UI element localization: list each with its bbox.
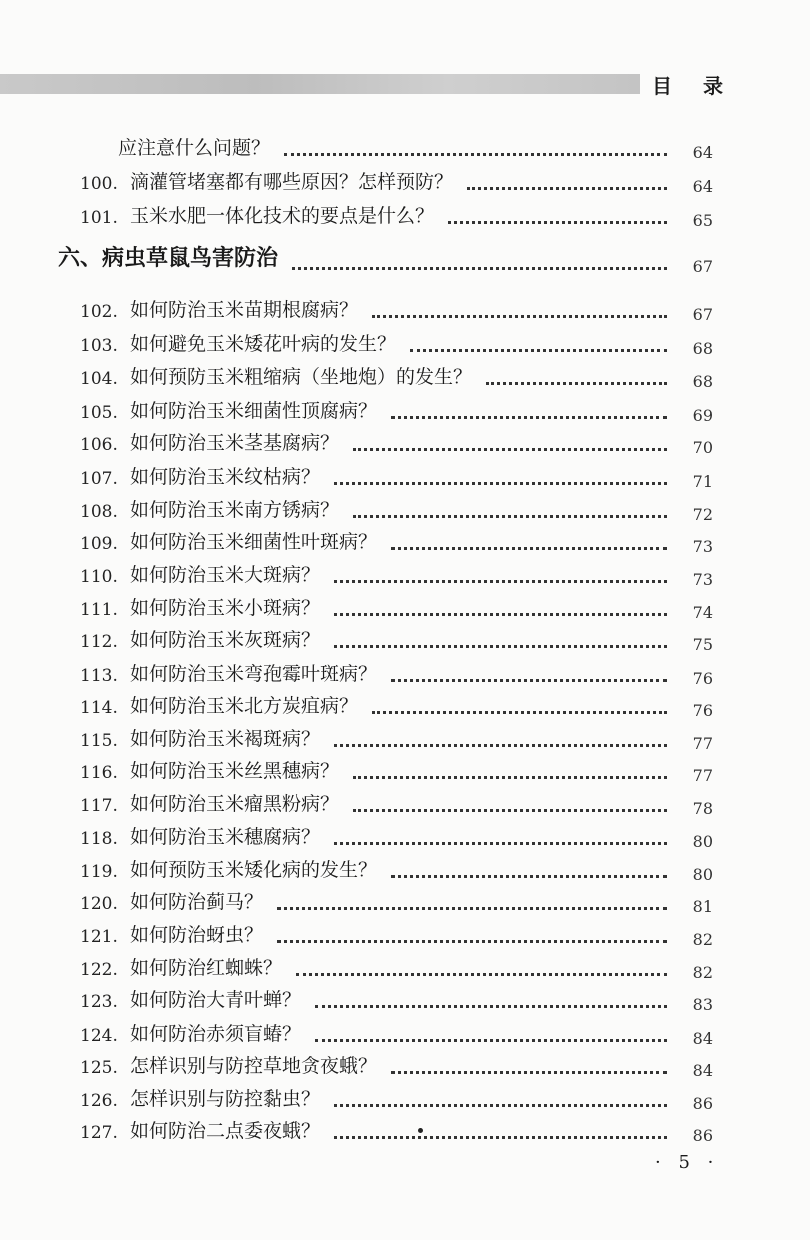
toc-entry-title: 如何防治玉米细菌性叶斑病？ xyxy=(130,531,378,553)
toc-entry-number: 117. xyxy=(80,796,118,816)
toc-entry-number: 119. xyxy=(80,862,118,882)
toc-entry xyxy=(0,819,810,853)
page-folio: · 5 · xyxy=(655,1152,720,1173)
toc-page-number: 67 xyxy=(692,305,713,324)
dot-leader xyxy=(410,343,667,352)
toc-entry-number: 126. xyxy=(80,1091,118,1111)
toc-entry-number: 109. xyxy=(80,534,118,554)
toc-page-number: 68 xyxy=(692,339,713,358)
toc-entry-title: 滴灌管堵塞都有哪些原因？怎样预防？ xyxy=(130,171,454,193)
toc-entry xyxy=(0,459,810,493)
toc-entry-number: 118. xyxy=(80,829,118,849)
toc-entry-title: 如何防治二点委夜蛾？ xyxy=(130,1120,321,1142)
toc-entry-number: 123. xyxy=(80,992,118,1012)
toc-entry-number: 106. xyxy=(80,435,118,455)
toc-entry-title: 怎样识别与防控黏虫？ xyxy=(130,1088,321,1110)
toc-page-number: 64 xyxy=(692,143,713,162)
dot-leader xyxy=(372,309,667,318)
toc-entry-title: 如何防治玉米大斑病？ xyxy=(130,564,321,586)
toc-entry xyxy=(0,164,810,198)
toc-page-number: 76 xyxy=(692,701,713,720)
dot-leader xyxy=(353,509,667,518)
toc-page-number: 81 xyxy=(692,897,713,916)
toc-entry-number: 111. xyxy=(80,600,118,620)
toc-entry-title: 如何预防玉米粗缩病（坐地炮）的发生？ xyxy=(130,366,473,388)
toc-entry-number: 124. xyxy=(80,1026,118,1046)
toc-entry-title: 如何防治蓟马？ xyxy=(130,891,264,913)
toc-entry-number: 107. xyxy=(80,469,118,489)
toc-entry-number: 102. xyxy=(80,302,118,322)
toc-entry xyxy=(0,524,810,558)
dot-leader xyxy=(277,901,667,910)
toc-page-number: 65 xyxy=(692,211,713,230)
toc-entry xyxy=(0,753,810,787)
toc-entry-number: 127. xyxy=(80,1123,118,1143)
toc-page-number: 75 xyxy=(692,635,713,654)
dot-leader xyxy=(391,673,667,682)
toc-entry-title: 怎样识别与防控草地贪夜蛾？ xyxy=(130,1055,378,1077)
toc-entry-title: 如何防治玉米细菌性顶腐病？ xyxy=(130,400,378,422)
header-band xyxy=(0,74,640,94)
toc-page-number: 80 xyxy=(692,832,713,851)
toc-entry xyxy=(0,1048,810,1082)
dot-leader xyxy=(334,639,667,648)
dot-leader xyxy=(334,476,667,485)
toc-page-number: 69 xyxy=(692,406,713,425)
toc-entry xyxy=(0,688,810,722)
dot-leader xyxy=(315,1033,667,1042)
toc-entry-title: 如何防治玉米纹枯病？ xyxy=(130,466,321,488)
toc-entry-number: 105. xyxy=(80,403,118,423)
toc-entry xyxy=(0,359,810,393)
toc-entry xyxy=(0,393,810,427)
dot-leader xyxy=(334,738,667,747)
toc-entry-number: 100. xyxy=(80,174,118,194)
dot-leader xyxy=(353,770,667,779)
dot-leader xyxy=(277,934,667,943)
toc-entry-number: 125. xyxy=(80,1058,118,1078)
toc-entry xyxy=(0,425,810,459)
toc-entry-title: 如何防治赤须盲蝽？ xyxy=(130,1023,302,1045)
toc-page-number: 82 xyxy=(692,963,713,982)
toc-page-number: 86 xyxy=(692,1094,713,1113)
toc-page-number: 86 xyxy=(692,1126,713,1145)
toc-entry-title: 如何防治玉米小斑病？ xyxy=(130,597,321,619)
toc-page-number: 64 xyxy=(692,177,713,196)
toc-entry-title: 如何防治玉米弯孢霉叶斑病？ xyxy=(130,663,378,685)
toc-page-number: 72 xyxy=(692,505,713,524)
toc-entry xyxy=(0,198,810,232)
toc-page-number: 83 xyxy=(692,995,713,1014)
toc-entry-title: 如何避免玉米矮花叶病的发生？ xyxy=(130,333,397,355)
toc-entry xyxy=(0,884,810,918)
toc-entry-number: 122. xyxy=(80,960,118,980)
toc-page-number: 67 xyxy=(692,257,713,276)
toc-page-number: 84 xyxy=(692,1061,713,1080)
toc-entry xyxy=(0,590,810,624)
dot-leader xyxy=(353,442,667,451)
toc-entry-title: 如何防治大青叶蝉？ xyxy=(130,989,302,1011)
dot-leader xyxy=(334,1098,667,1107)
toc-entry xyxy=(0,852,810,886)
dot-leader xyxy=(334,836,667,845)
dot-leader xyxy=(292,261,667,270)
toc-entry xyxy=(0,622,810,656)
toc-entry-number: 108. xyxy=(80,502,118,522)
toc-entry-title: 如何防治玉米茎基腐病？ xyxy=(130,432,340,454)
toc-entry xyxy=(0,292,810,326)
dot-leader xyxy=(353,803,667,812)
toc-entry-number: 104. xyxy=(80,369,118,389)
toc-entry-title: 如何防治玉米瘤黑粉病？ xyxy=(130,793,340,815)
dot-leader xyxy=(391,1065,667,1074)
toc-entry-title: 如何防治红蜘蛛？ xyxy=(130,957,283,979)
toc-entry-title: 如何预防玉米矮化病的发生？ xyxy=(130,859,378,881)
section-title: 六、病虫草鼠鸟害防治 xyxy=(58,246,279,271)
toc-entry xyxy=(0,130,810,164)
toc-entry-number: 120. xyxy=(80,894,118,914)
toc-page-number: 73 xyxy=(692,537,713,556)
toc-page-number: 73 xyxy=(692,570,713,589)
toc-entry xyxy=(0,326,810,360)
toc-entry-number: 103. xyxy=(80,336,118,356)
toc-entry xyxy=(0,492,810,526)
toc-entry-number: 116. xyxy=(80,763,118,783)
toc-entry-number: 115. xyxy=(80,731,118,751)
toc-page-number: 68 xyxy=(692,372,713,391)
dot-leader xyxy=(391,869,667,878)
dot-leader xyxy=(391,541,667,550)
toc-entry-number: 113. xyxy=(80,666,118,686)
toc-page-number: 77 xyxy=(692,766,713,785)
toc-entry-title: 如何防治玉米穗腐病？ xyxy=(130,826,321,848)
toc-entry-title: 如何防治玉米褐斑病？ xyxy=(130,728,321,750)
toc-entry xyxy=(0,950,810,984)
dot-leader xyxy=(296,967,667,976)
toc-page-number: 84 xyxy=(692,1029,713,1048)
dot-leader xyxy=(284,147,667,156)
dot-leader xyxy=(391,410,667,419)
dot-leader xyxy=(486,376,667,385)
dot-leader xyxy=(467,181,667,190)
toc-entry-number: 114. xyxy=(80,698,118,718)
toc-page-number: 77 xyxy=(692,734,713,753)
toc-page-number: 80 xyxy=(692,865,713,884)
toc-page-number: 82 xyxy=(692,930,713,949)
toc-entry-title: 应注意什么问题？ xyxy=(118,137,271,159)
toc-entry-number: 101. xyxy=(80,208,118,228)
dot-leader xyxy=(334,607,667,616)
toc-entry-title: 如何防治玉米南方锈病？ xyxy=(130,499,340,521)
toc-section-heading xyxy=(0,244,810,278)
toc-entry-number: 112. xyxy=(80,632,118,652)
toc-entry-title: 玉米水肥一体化技术的要点是什么？ xyxy=(130,205,435,227)
toc-entry-title: 如何防治玉米苗期根腐病？ xyxy=(130,299,359,321)
toc-entry-title: 如何防治蚜虫？ xyxy=(130,924,264,946)
print-speck xyxy=(418,1128,423,1133)
dot-leader xyxy=(448,215,667,224)
dot-leader xyxy=(334,574,667,583)
toc-page-number: 76 xyxy=(692,669,713,688)
toc-entry xyxy=(0,656,810,690)
toc-entry-number: 121. xyxy=(80,927,118,947)
toc-entry xyxy=(0,1016,810,1050)
dot-leader xyxy=(372,705,667,714)
toc-entry-title: 如何防治玉米灰斑病？ xyxy=(130,629,321,651)
toc-page-number: 71 xyxy=(692,472,713,491)
running-header-title: 目 录 xyxy=(652,74,735,98)
toc-page-number: 70 xyxy=(692,438,713,457)
toc-entry-number: 110. xyxy=(80,567,118,587)
toc-entry xyxy=(0,982,810,1016)
toc-page-number: 78 xyxy=(692,799,713,818)
dot-leader xyxy=(334,1130,667,1139)
toc-entry xyxy=(0,917,810,951)
toc-entry xyxy=(0,721,810,755)
toc-entry-title: 如何防治玉米丝黑穗病？ xyxy=(130,760,340,782)
toc-page-number: 74 xyxy=(692,603,713,622)
dot-leader xyxy=(315,999,667,1008)
toc-entry xyxy=(0,557,810,591)
toc-entry-title: 如何防治玉米北方炭疽病？ xyxy=(130,695,359,717)
toc-entry xyxy=(0,786,810,820)
toc-entry xyxy=(0,1113,810,1147)
toc-entry xyxy=(0,1081,810,1115)
